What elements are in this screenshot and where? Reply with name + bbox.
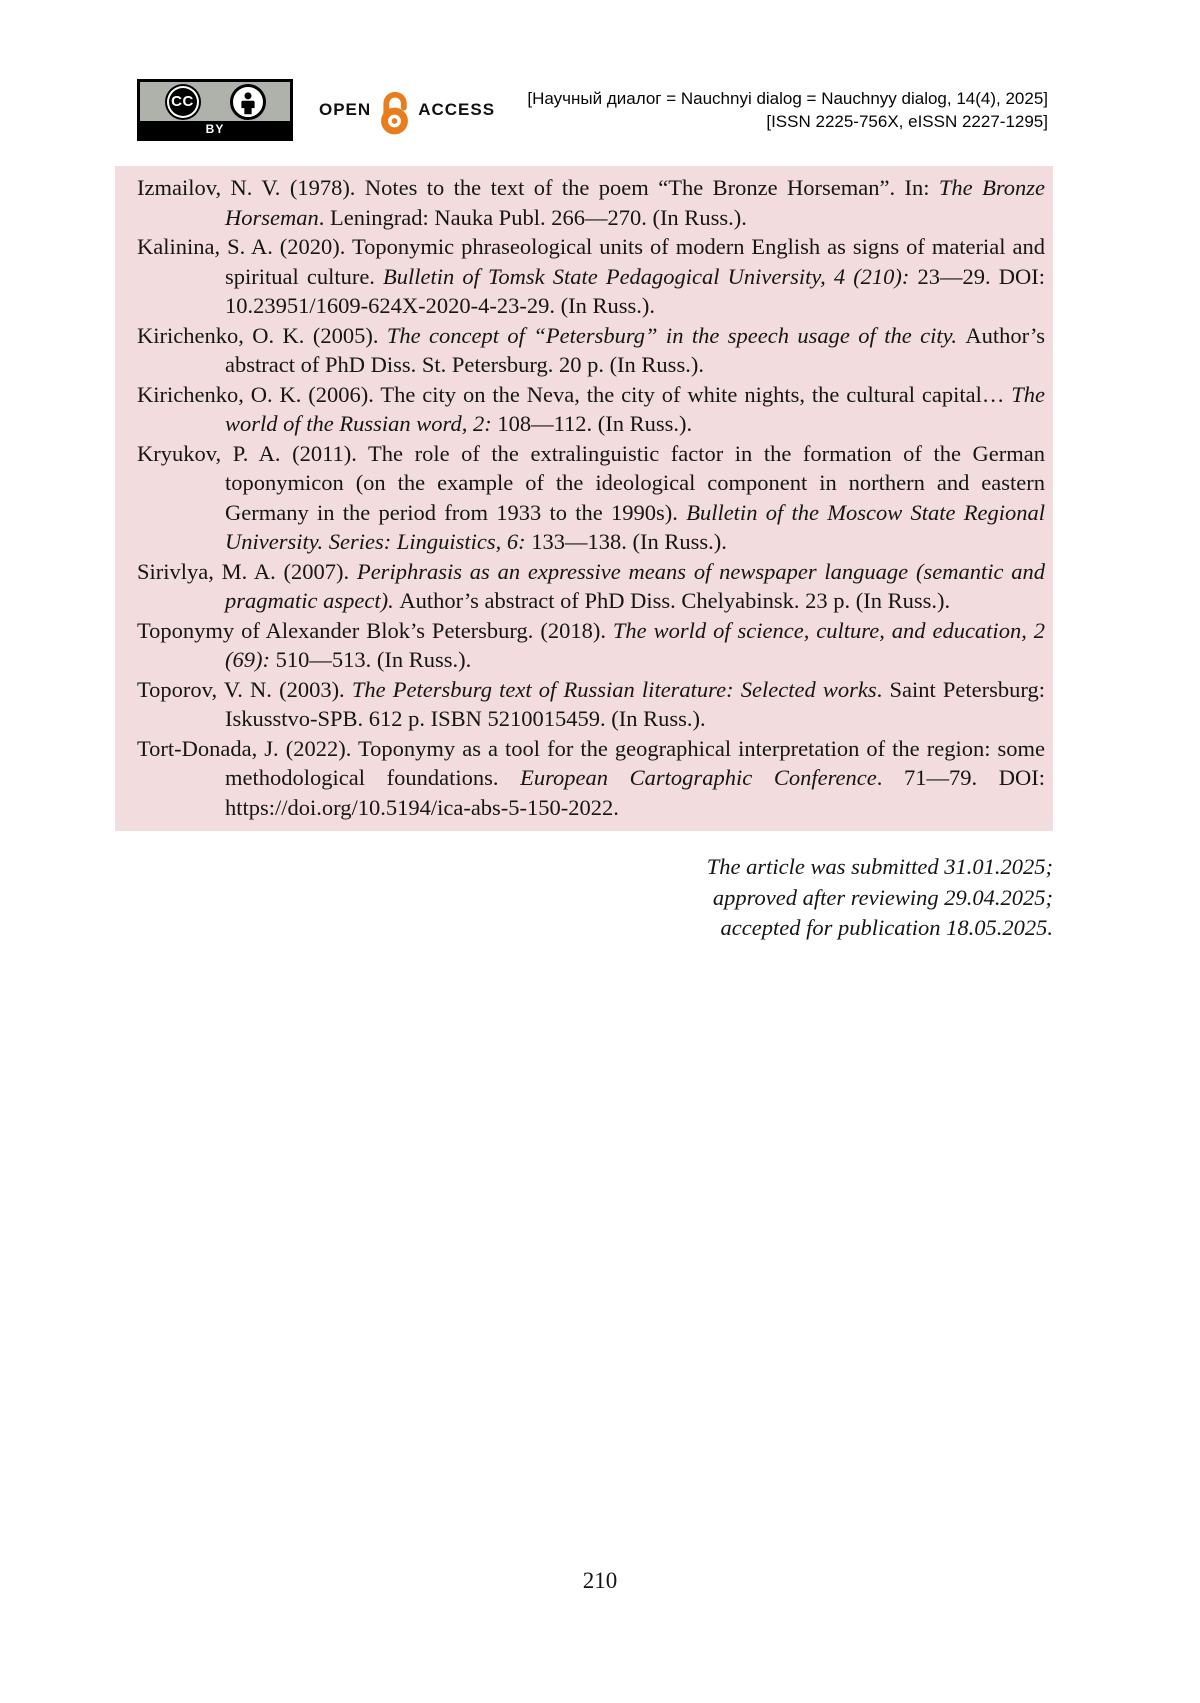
reference-entry [137, 734, 1045, 823]
reference-italic-segment: Bulletin of Tomsk State Pedagogical University, 4 (210): [383, 263, 918, 289]
open-access-logo [319, 86, 495, 135]
submission-dates [0, 852, 1053, 944]
reference-entry [137, 616, 1045, 675]
reference-text-segment: Tort-Donada, J. (2022). Toponymy as a tool for the geographical interpretation of the region: some methodological foundations. [137, 735, 1045, 790]
reference-text-segment: Author’s abstract of PhD Diss. Chelyabinsk. 23 p. (In Russ.). [399, 588, 951, 613]
reference-entry [137, 321, 1045, 380]
reference-italic-segment: The concept of “Petersburg” in the speech usage of the city. [386, 322, 966, 348]
open-access-open-label: OPEN [319, 100, 372, 119]
reference-text-segment: Kalinina, S. A. (2020). Toponymic phraseological units of modern English as signs of material and spiritual culture. [137, 234, 1045, 289]
reference-italic-segment: European Cartographic Conference [520, 765, 877, 790]
reference-text-segment: Kirichenko, O. K. (2005). [137, 322, 387, 348]
journal-header [527, 87, 1048, 133]
reference-text-segment: Sirivlya, M. A. (2007). [137, 558, 357, 584]
reference-entry [137, 380, 1045, 439]
reference-text-segment: Author’s abstract of PhD Diss. St. Petersburg. 20 p. (In Russ.). [225, 322, 1045, 377]
reference-entry [137, 173, 1045, 232]
approved-line: approved after reviewing 29.04.2025; [712, 884, 1053, 910]
reference-text-segment: Izmailov, N. V. (1978). Notes to the text of the poem “The Bronze Horseman”. In: [137, 175, 939, 200]
cc-icon: CC [165, 84, 201, 120]
reference-italic-segment: The world of science, culture, and education, 2 (69): [225, 617, 1046, 672]
reference-entry [137, 232, 1045, 321]
reference-text-segment: Toporov, V. N. (2003). [137, 676, 352, 702]
page-header [137, 79, 1048, 141]
reference-text-segment: . 71—79. DOI: https://doi.org/10.5194/ica-abs-5-150-2022. [225, 765, 1045, 820]
reference-text-segment: Kirichenko, O. K. (2006). The city on the Neva, the city of white nights, the cultural capital… [137, 381, 1012, 407]
reference-text-segment: 133—138. (In Russ.). [531, 529, 727, 554]
license-badges [137, 79, 495, 141]
reference-text-segment: . Leningrad: Nauka Publ. 266—270. (In Russ.). [318, 204, 747, 230]
reference-text-segment: 23—29. DOI: 10.23951/1609-624X-2020-4-23-29. (In Russ.). [225, 263, 1045, 318]
reference-italic-segment: The Bronze Horseman [225, 175, 1045, 230]
open-access-access-label: ACCESS [418, 100, 496, 119]
attribution-person-icon [230, 84, 266, 120]
reference-list [115, 166, 1053, 831]
reference-entry [137, 439, 1045, 557]
open-lock-icon [377, 86, 412, 135]
reference-italic-segment: The Petersburg text of Russian literature: Selected works [351, 676, 877, 702]
journal-title-line: [Научный диалог = Nauchnyi dialog = Nauchnyy dialog, 14(4), 2025] [527, 89, 1048, 108]
reference-text-segment: Toponymy of Alexander Blok’s Petersburg. (2018). [137, 617, 613, 643]
page-number: 210 [582, 1568, 618, 1593]
reference-entry [137, 675, 1045, 734]
cc-badge-icons [140, 82, 290, 121]
accepted-line: accepted for publication 18.05.2025. [720, 915, 1053, 940]
cc-by-badge [137, 79, 293, 141]
reference-text-segment: 108—112. (In Russ.). [497, 411, 693, 436]
reference-text-segment: 510—513. (In Russ.). [275, 647, 472, 672]
submitted-line: The article was submitted 31.01.2025; [706, 854, 1053, 879]
journal-issn-line: [ISSN 2225-756X, eISSN 2227-1295] [766, 112, 1048, 131]
reference-entry [137, 557, 1045, 616]
cc-by-label: BY [140, 121, 290, 138]
reference-italic-segment: Bulletin of the Moscow State Regional University. Series: Linguistics, 6: [225, 499, 1045, 554]
reference-italic-segment: The world of the Russian word, 2: [225, 381, 1045, 436]
reference-text-segment: . Saint Petersburg: Iskusstvo-SPB. 612 p. ISBN 5210015459. (In Russ.). [225, 676, 1045, 731]
reference-italic-segment: Periphrasis as an expressive means of newspaper language (semantic and pragmatic aspect). [225, 558, 1045, 613]
reference-text-segment: Kryukov, P. A. (2011). The role of the extralinguistic factor in the formation of the German toponymicon (on the example of the ideological component in northern and eastern Germany in the period from 1933 to the 1990s). [137, 440, 1045, 525]
